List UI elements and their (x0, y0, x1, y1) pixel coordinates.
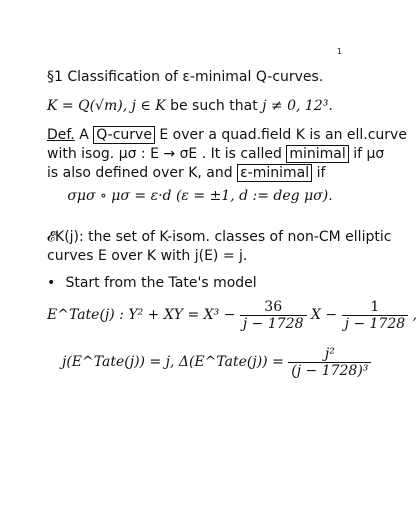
setup-condition: j ≠ 0, 12³. (262, 98, 333, 114)
definition-formula: σμσ ∘ μσ = ε·d (ε = ±1, d := deg μσ). (67, 188, 333, 204)
section-heading (47, 68, 323, 86)
definition-line-2-start: with isog. μσ : E → σE . It is called (47, 146, 282, 162)
field-expression: K = Q(√m), j ∈ K (47, 98, 166, 114)
definition-line-3 (47, 164, 325, 182)
discriminant-numerator: j² (288, 346, 371, 363)
definition-line-2-end: if μσ (353, 146, 385, 162)
fraction-36-numerator: 36 (240, 299, 307, 316)
fraction-1-denominator: j − 1728 (344, 315, 406, 332)
term-epsilon-minimal: ε-minimal (237, 164, 312, 182)
definition-label: Def. (47, 127, 75, 143)
fraction-1 (342, 299, 409, 332)
tate-intro (47, 274, 257, 292)
set-definition-line-1: 𝓔K(j): the set of K-isom. classes of non-CM elliptic (47, 229, 392, 245)
tate-equation-tail: , (412, 307, 417, 323)
definition-line-3-end: if (316, 165, 326, 181)
page-number: 1 (336, 47, 342, 56)
discriminant-fraction (288, 346, 371, 379)
setup-line (47, 97, 333, 115)
fraction-36-denominator: j − 1728 (242, 315, 304, 332)
discriminant-line (62, 343, 371, 381)
fraction-1-numerator: 1 (342, 299, 409, 316)
definition-article: A (79, 127, 89, 143)
term-q-curve: Q-curve (93, 126, 155, 144)
term-minimal: minimal (286, 145, 348, 163)
tate-intro-text: Start from the Tate's model (65, 275, 257, 291)
definition-line-2 (47, 145, 384, 163)
discriminant-denominator: (j − 1728)³ (291, 362, 369, 379)
tate-equation-mid: X − (310, 307, 338, 323)
definition-line-1-rest: E over a quad.field K is an ell.curve (159, 127, 407, 143)
tate-equation-lhs: E^Tate(j) : Y² + XY = X³ − (47, 307, 236, 323)
setup-text: be such that (170, 98, 258, 114)
section-heading-text: §1 Classification of ε-minimal Q-curves. (47, 69, 324, 85)
definition-line-1 (47, 126, 407, 144)
bullet-icon: • (47, 275, 56, 291)
j-invariant-equation: j(E^Tate(j)) = j, Δ(E^Tate(j)) = (62, 354, 284, 370)
fraction-36 (240, 299, 307, 332)
tate-equation (47, 296, 417, 334)
definition-line-3-start: is also defined over K, and (47, 165, 233, 181)
set-definition-line-2: curves E over K with j(E) = j. (47, 248, 248, 264)
